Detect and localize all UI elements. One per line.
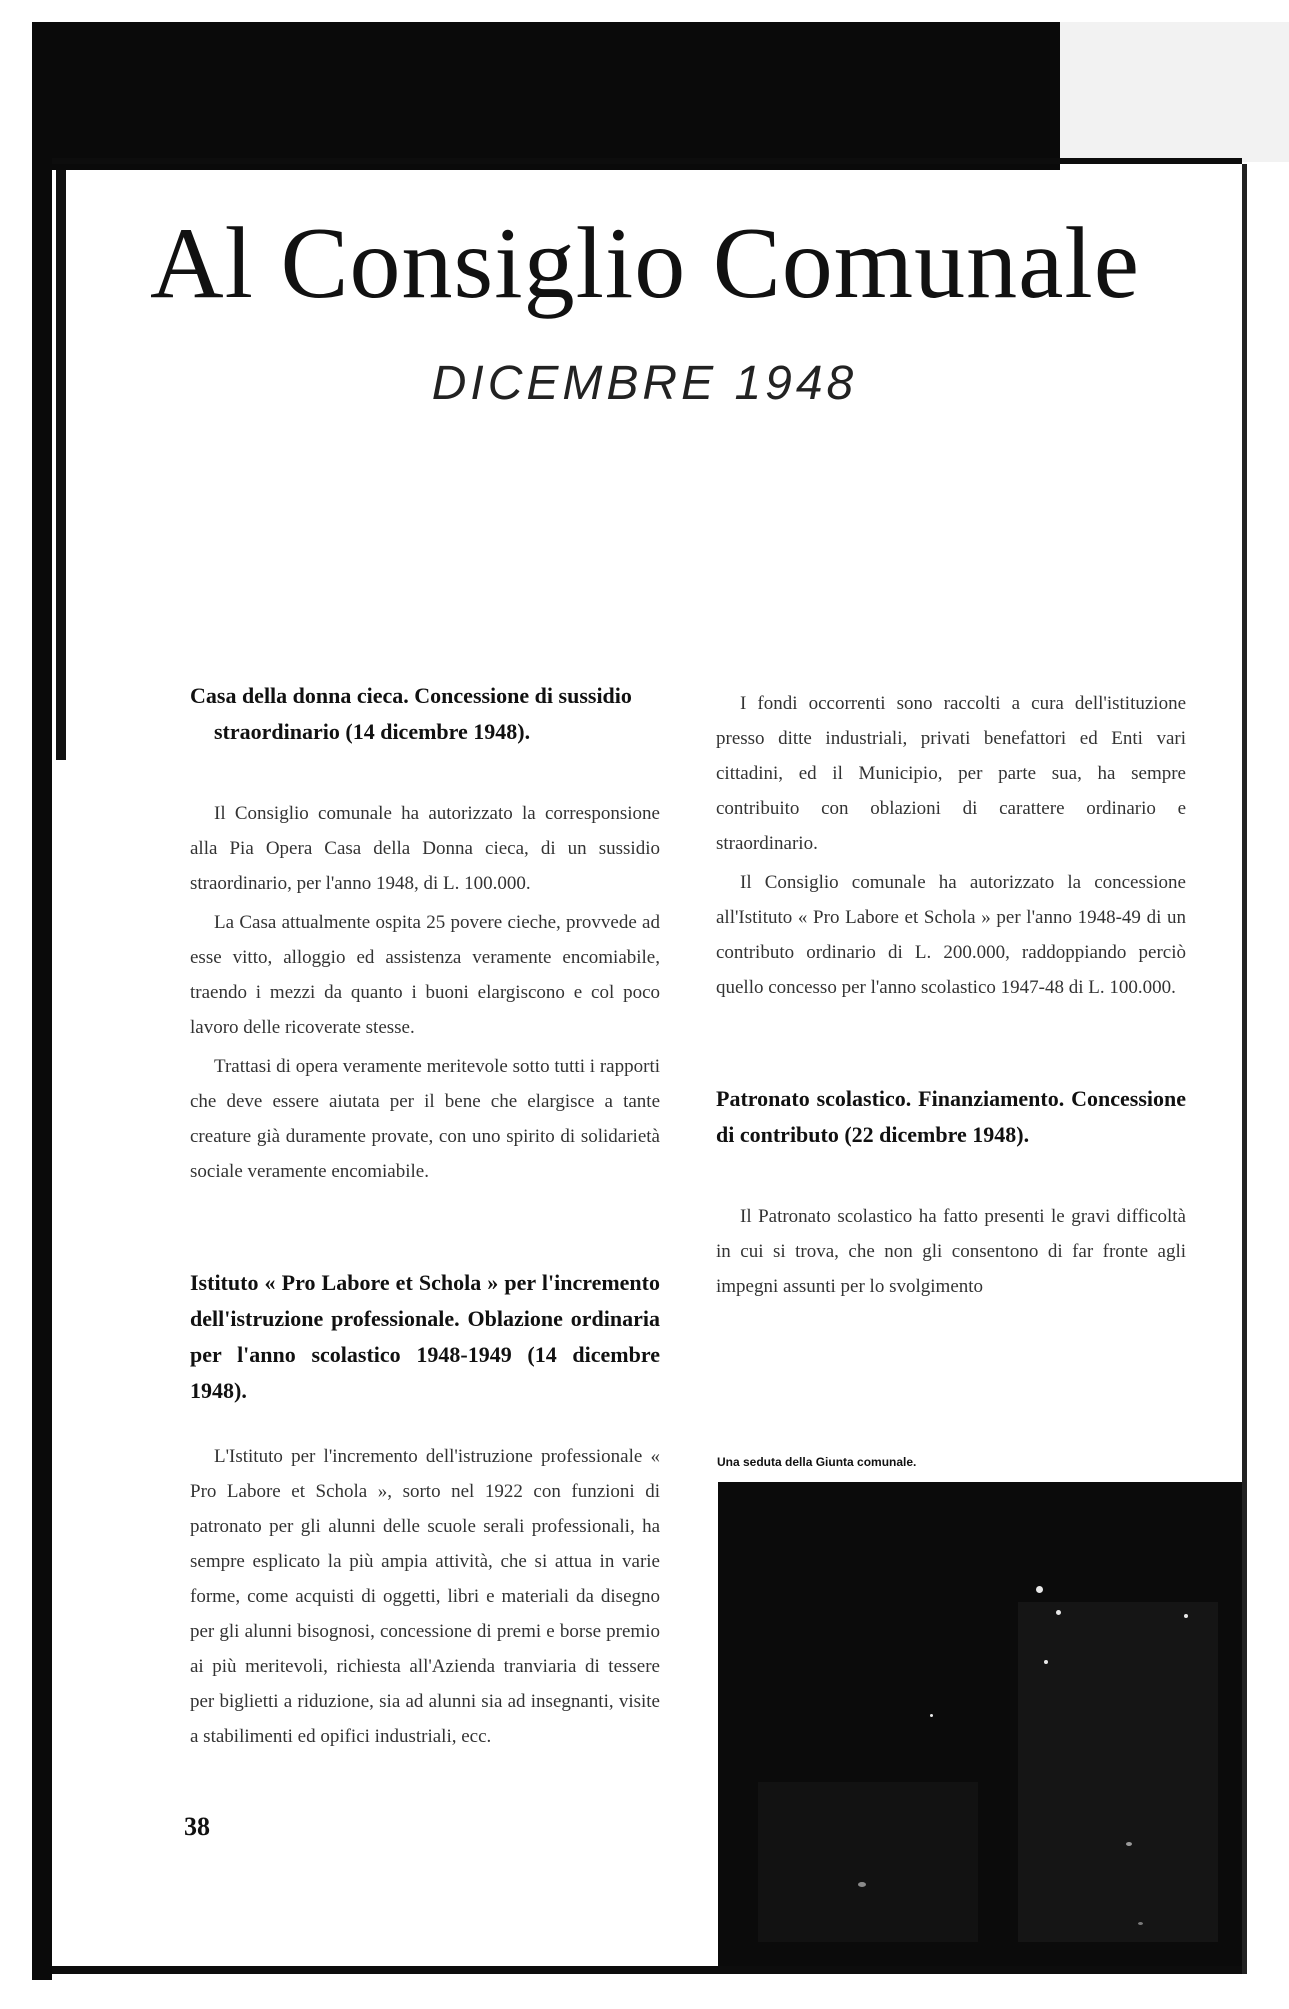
page-title: Al Consiglio Comunale bbox=[150, 207, 1140, 320]
scan-left-border bbox=[32, 22, 52, 1980]
paragraph: La Casa attualmente ospita 25 povere cieche, provvede ad esse vitto, alloggio ed assistenza veramente encomiabile, traendo i mezzi da quanto i buoni elargiscono e col poco lavoro delle ricoverate stesse. bbox=[190, 912, 660, 1038]
paragraph: L'Istituto per l'incremento dell'istruzione professionale « Pro Labore et Schola », sorto nel 1922 con funzioni di patronato per gli alunni delle scuole serali professionali, ha sempre esplicato la più ampia attività, che si attua in varie forme, come acquisti di oggetti, libri e materiali da disegno per gli alunni bisognosi, concessione di premi e borse premio ai più meritevoli, richiesta all'Azienda tranviaria di tessere per biglietti a riduzione, sia ad alunni sia ad insegnanti, visite a stabilimenti ed opifici industriali, ecc. bbox=[190, 1446, 660, 1747]
paragraph: Il Consiglio comunale ha autorizzato la corresponsione alla Pia Opera Casa della Donna cieca, di un sussidio straordinario, per l'anno 1948, di L. 100.000. bbox=[190, 803, 660, 894]
photo-caption: Una seduta della Giunta comunale. bbox=[717, 1455, 917, 1469]
paragraph: Il Patronato scolastico ha fatto presenti le gravi difficoltà in cui si trova, che non gli consentono di far fronte agli impegni assunti per lo svolgimento bbox=[716, 1206, 1186, 1297]
right-column bbox=[716, 686, 1186, 1308]
scan-top-border bbox=[32, 22, 1060, 170]
heading-line-2: straordinario (14 dicembre 1948). bbox=[214, 719, 531, 744]
scan-right-edge bbox=[1242, 164, 1247, 1974]
scan-left-inner-shadow bbox=[56, 170, 66, 760]
section-heading-casa-donna-cieca bbox=[190, 678, 660, 750]
page-subtitle: DICEMBRE 1948 bbox=[431, 357, 858, 410]
section-heading-pro-labore: Istituto « Pro Labore et Schola » per l'incremento dell'istruzione professionale. Oblazione ordinaria per l'anno scolastico 1948-1949 (14 dicembre 1948). bbox=[190, 1270, 660, 1403]
council-meeting-photo bbox=[718, 1482, 1242, 1966]
scan-top-corner bbox=[1060, 22, 1289, 162]
paragraph: I fondi occorrenti sono raccolti a cura dell'istituzione presso ditte industriali, privati benefattori ed Enti vari cittadini, ed il Municipio, per parte sua, ha sempre contribuito con oblazioni di carattere ordinario e straordinario. bbox=[716, 693, 1186, 854]
paragraph: Trattasi di opera veramente meritevole sotto tutti i rapporti che deve essere aiutata per il bene che elargisce a tante creature già duramente provate, con uno spirito di solidarietà sociale veramente encomiabile. bbox=[190, 1056, 660, 1182]
paragraph: Il Consiglio comunale ha autorizzato la concessione all'Istituto « Pro Labore et Schola » per l'anno 1948-49 di un contributo ordinario di L. 200.000, raddoppiando perciò quello concesso per l'anno scolastico 1947-48 di L. 100.000. bbox=[716, 872, 1186, 998]
heading-line-1: Casa della donna cieca. Concessione di sussidio bbox=[190, 683, 632, 708]
page-number: 38 bbox=[184, 1812, 210, 1841]
scan-bottom-border bbox=[52, 1966, 1242, 1974]
section-heading-patronato: Patronato scolastico. Finanziamento. Concessione di contributo (22 dicembre 1948). bbox=[716, 1086, 1186, 1147]
scan-top-line bbox=[32, 158, 1242, 164]
left-column bbox=[190, 678, 660, 1758]
